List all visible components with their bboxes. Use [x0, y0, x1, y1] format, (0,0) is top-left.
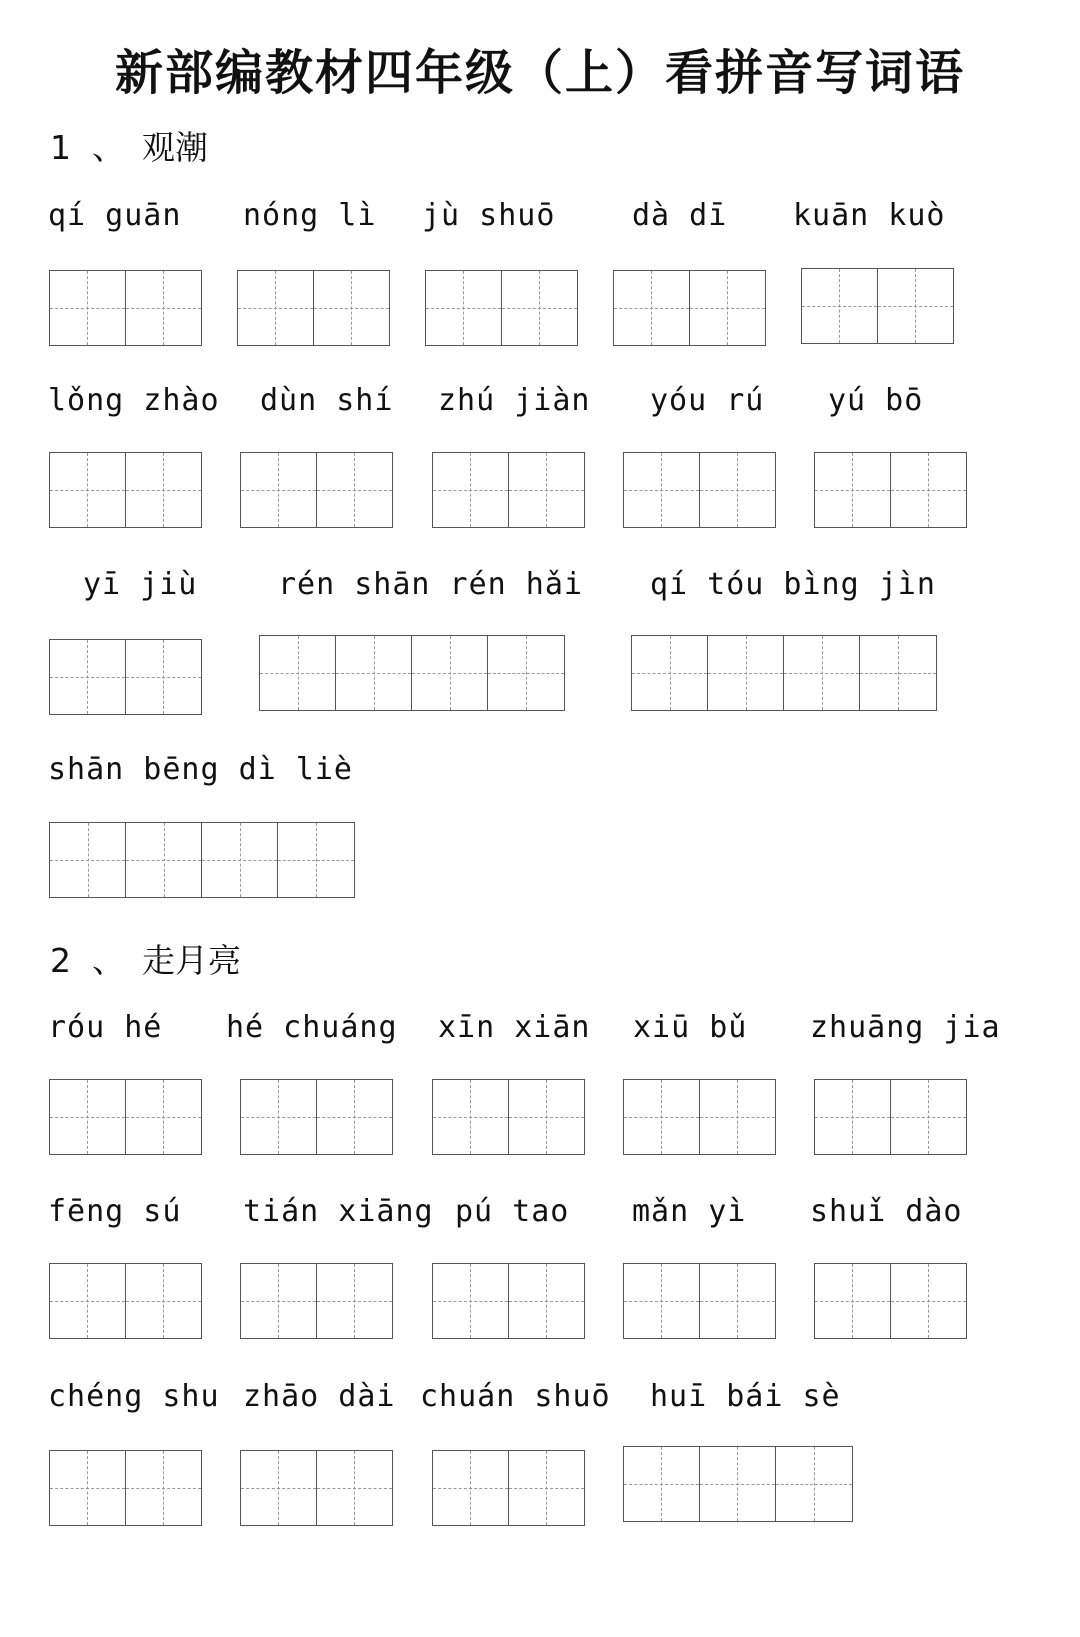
pinyin-prompt: jù shuō — [422, 198, 556, 233]
tianzige-cell[interactable] — [802, 269, 878, 343]
answer-grid[interactable] — [631, 635, 937, 711]
tianzige-cell[interactable] — [241, 1264, 317, 1338]
tianzige-cell[interactable] — [433, 1451, 509, 1525]
tianzige-cell[interactable] — [614, 271, 690, 345]
guide-line-horizontal — [802, 306, 877, 307]
tianzige-cell[interactable] — [241, 453, 317, 527]
tianzige-cell[interactable] — [502, 271, 578, 345]
guide-line-horizontal — [412, 673, 487, 674]
tianzige-cell[interactable] — [241, 1080, 317, 1154]
pinyin-prompt: fēng sú — [48, 1194, 182, 1229]
tianzige-cell[interactable] — [700, 1447, 776, 1521]
guide-line-horizontal — [624, 1484, 699, 1485]
tianzige-cell[interactable] — [860, 636, 936, 710]
answer-grid[interactable] — [613, 270, 766, 346]
guide-line-horizontal — [624, 1301, 699, 1302]
guide-line-horizontal — [314, 308, 390, 309]
tianzige-cell[interactable] — [317, 1451, 393, 1525]
guide-line-horizontal — [50, 860, 125, 861]
guide-line-horizontal — [126, 1488, 202, 1489]
pinyin-prompt: zhuāng jia — [810, 1010, 1001, 1045]
answer-grid[interactable] — [432, 452, 585, 528]
guide-line-horizontal — [278, 860, 354, 861]
pinyin-prompt: hé chuáng — [226, 1010, 398, 1045]
guide-line-horizontal — [50, 1488, 125, 1489]
answer-grid[interactable] — [623, 1263, 776, 1339]
tianzige-cell[interactable] — [624, 1264, 700, 1338]
guide-line-horizontal — [708, 673, 783, 674]
answer-grid[interactable] — [623, 1079, 776, 1155]
answer-grid[interactable] — [49, 1079, 202, 1155]
guide-line-horizontal — [202, 860, 277, 861]
tianzige-cell[interactable] — [815, 1080, 891, 1154]
pinyin-prompt: dà dī — [632, 198, 728, 233]
answer-grid[interactable] — [432, 1263, 585, 1339]
guide-line-horizontal — [700, 1301, 776, 1302]
guide-line-horizontal — [126, 490, 202, 491]
section-heading — [50, 935, 241, 982]
tianzige-cell[interactable] — [891, 1264, 967, 1338]
answer-grid[interactable] — [49, 452, 202, 528]
guide-line-horizontal — [260, 673, 335, 674]
section-name: 观潮 — [142, 128, 208, 167]
answer-grid[interactable] — [814, 452, 967, 528]
answer-grid[interactable] — [425, 270, 578, 346]
guide-line-horizontal — [632, 673, 707, 674]
guide-line-horizontal — [50, 1301, 125, 1302]
pinyin-prompt: shān bēng dì liè — [48, 752, 353, 787]
tianzige-cell[interactable] — [509, 1451, 585, 1525]
section-separator: 、 — [92, 941, 125, 980]
tianzige-cell[interactable] — [488, 636, 564, 710]
guide-line-horizontal — [317, 1117, 393, 1118]
guide-line-horizontal — [624, 1117, 699, 1118]
section-separator: 、 — [92, 128, 125, 167]
tianzige-cell[interactable] — [238, 271, 314, 345]
guide-line-horizontal — [336, 673, 411, 674]
pinyin-prompt: xīn xiān — [438, 1010, 591, 1045]
tianzige-cell[interactable] — [891, 453, 967, 527]
tianzige-cell[interactable] — [50, 1264, 126, 1338]
pinyin-prompt: chéng shu — [48, 1379, 220, 1414]
tianzige-cell[interactable] — [50, 640, 126, 714]
section-name: 走月亮 — [142, 941, 241, 980]
guide-line-horizontal — [614, 308, 689, 309]
pinyin-prompt: róu hé — [48, 1010, 163, 1045]
answer-grid[interactable] — [240, 1079, 393, 1155]
pinyin-prompt: kuān kuò — [793, 198, 946, 233]
worksheet-title: 新部编教材四年级（上）看拼音写词语 — [114, 45, 965, 101]
answer-grid[interactable] — [237, 270, 390, 346]
answer-grid[interactable] — [623, 1446, 853, 1522]
pinyin-prompt: lǒng zhào — [48, 383, 220, 418]
guide-line-horizontal — [700, 1484, 775, 1485]
tianzige-cell[interactable] — [433, 453, 509, 527]
guide-line-horizontal — [488, 673, 564, 674]
answer-grid[interactable] — [432, 1450, 585, 1526]
tianzige-cell[interactable] — [278, 823, 354, 897]
pinyin-prompt: yī jiù — [83, 567, 198, 602]
answer-grid[interactable] — [49, 822, 355, 898]
tianzige-cell[interactable] — [50, 453, 126, 527]
tianzige-cell[interactable] — [50, 1451, 126, 1525]
answer-grid[interactable] — [49, 1263, 202, 1339]
pinyin-prompt: nóng lì — [243, 198, 377, 233]
tianzige-cell[interactable] — [815, 1264, 891, 1338]
tianzige-cell[interactable] — [690, 271, 766, 345]
tianzige-cell[interactable] — [632, 636, 708, 710]
tianzige-cell[interactable] — [241, 1451, 317, 1525]
guide-line-horizontal — [891, 490, 967, 491]
guide-line-horizontal — [509, 1117, 585, 1118]
guide-line-horizontal — [433, 1488, 508, 1489]
pinyin-prompt: huī bái sè — [650, 1379, 841, 1414]
answer-grid[interactable] — [432, 1079, 585, 1155]
pinyin-prompt: rén shān rén hǎi — [278, 567, 583, 602]
answer-grid[interactable] — [240, 452, 393, 528]
tianzige-cell[interactable] — [126, 640, 202, 714]
pinyin-prompt: qí guān — [48, 198, 182, 233]
answer-grid[interactable] — [49, 639, 202, 715]
tianzige-cell[interactable] — [317, 1080, 393, 1154]
pinyin-prompt: shuǐ dào — [810, 1194, 963, 1229]
guide-line-horizontal — [126, 308, 202, 309]
guide-line-horizontal — [509, 1301, 585, 1302]
tianzige-cell[interactable] — [433, 1080, 509, 1154]
guide-line-horizontal — [50, 308, 125, 309]
answer-grid[interactable] — [240, 1450, 393, 1526]
answer-grid[interactable] — [259, 635, 565, 711]
pinyin-prompt: yóu rú — [650, 383, 765, 418]
tianzige-cell[interactable] — [317, 1264, 393, 1338]
guide-line-horizontal — [502, 308, 578, 309]
pinyin-prompt: zhāo dài — [243, 1379, 396, 1414]
tianzige-cell[interactable] — [314, 271, 390, 345]
guide-line-horizontal — [815, 1117, 890, 1118]
answer-grid[interactable] — [623, 452, 776, 528]
tianzige-cell[interactable] — [878, 269, 954, 343]
guide-line-horizontal — [690, 308, 766, 309]
guide-line-horizontal — [433, 1301, 508, 1302]
answer-grid[interactable] — [814, 1079, 967, 1155]
guide-line-horizontal — [426, 308, 501, 309]
pinyin-prompt: xiū bǔ — [633, 1010, 748, 1045]
guide-line-horizontal — [700, 1117, 776, 1118]
tianzige-cell[interactable] — [412, 636, 488, 710]
tianzige-cell[interactable] — [336, 636, 412, 710]
tianzige-cell[interactable] — [126, 453, 202, 527]
guide-line-horizontal — [50, 677, 125, 678]
guide-line-horizontal — [700, 490, 776, 491]
answer-grid[interactable] — [49, 1450, 202, 1526]
pinyin-prompt: qí tóu bìng jìn — [650, 567, 936, 602]
pinyin-prompt: mǎn yì — [632, 1194, 747, 1229]
guide-line-horizontal — [238, 308, 313, 309]
pinyin-prompt: tián xiāng — [243, 1194, 434, 1229]
guide-line-horizontal — [126, 1117, 202, 1118]
guide-line-horizontal — [241, 1117, 316, 1118]
section-number: 2 — [50, 941, 71, 980]
tianzige-cell[interactable] — [700, 1264, 776, 1338]
tianzige-cell[interactable] — [815, 453, 891, 527]
section-heading — [50, 122, 208, 169]
guide-line-horizontal — [433, 1117, 508, 1118]
tianzige-cell[interactable] — [202, 823, 278, 897]
tianzige-cell[interactable] — [509, 1080, 585, 1154]
tianzige-cell[interactable] — [126, 1264, 202, 1338]
tianzige-cell[interactable] — [624, 453, 700, 527]
tianzige-cell[interactable] — [50, 823, 126, 897]
guide-line-horizontal — [317, 1301, 393, 1302]
tianzige-cell[interactable] — [126, 271, 202, 345]
guide-line-horizontal — [784, 673, 859, 674]
guide-line-horizontal — [815, 490, 890, 491]
tianzige-cell[interactable] — [784, 636, 860, 710]
tianzige-cell[interactable] — [509, 1264, 585, 1338]
answer-grid[interactable] — [801, 268, 954, 344]
tianzige-cell[interactable] — [50, 1080, 126, 1154]
tianzige-cell[interactable] — [708, 636, 784, 710]
tianzige-cell[interactable] — [126, 1080, 202, 1154]
tianzige-cell[interactable] — [126, 1451, 202, 1525]
guide-line-horizontal — [509, 490, 585, 491]
guide-line-horizontal — [317, 490, 393, 491]
tianzige-cell[interactable] — [509, 453, 585, 527]
guide-line-horizontal — [317, 1488, 393, 1489]
guide-line-horizontal — [815, 1301, 890, 1302]
guide-line-horizontal — [50, 1117, 125, 1118]
tianzige-cell[interactable] — [700, 453, 776, 527]
guide-line-horizontal — [126, 677, 202, 678]
guide-line-horizontal — [50, 490, 125, 491]
tianzige-cell[interactable] — [433, 1264, 509, 1338]
guide-line-horizontal — [776, 1484, 852, 1485]
answer-grid[interactable] — [814, 1263, 967, 1339]
guide-line-horizontal — [241, 490, 316, 491]
pinyin-prompt: chuán shuō — [420, 1379, 611, 1414]
pinyin-prompt: yú bō — [828, 383, 924, 418]
tianzige-cell[interactable] — [426, 271, 502, 345]
guide-line-horizontal — [241, 1301, 316, 1302]
guide-line-horizontal — [860, 673, 936, 674]
tianzige-cell[interactable] — [126, 823, 202, 897]
guide-line-horizontal — [241, 1488, 316, 1489]
guide-line-horizontal — [878, 306, 954, 307]
tianzige-cell[interactable] — [624, 1080, 700, 1154]
guide-line-horizontal — [891, 1301, 967, 1302]
tianzige-cell[interactable] — [776, 1447, 852, 1521]
guide-line-horizontal — [624, 490, 699, 491]
guide-line-horizontal — [433, 490, 508, 491]
pinyin-prompt: pú tao — [455, 1194, 570, 1229]
tianzige-cell[interactable] — [891, 1080, 967, 1154]
guide-line-horizontal — [891, 1117, 967, 1118]
tianzige-cell[interactable] — [700, 1080, 776, 1154]
pinyin-prompt: dùn shí — [260, 383, 394, 418]
answer-grid[interactable] — [49, 270, 202, 346]
tianzige-cell[interactable] — [260, 636, 336, 710]
tianzige-cell[interactable] — [624, 1447, 700, 1521]
guide-line-horizontal — [126, 860, 201, 861]
pinyin-prompt: zhú jiàn — [438, 383, 591, 418]
tianzige-cell[interactable] — [50, 271, 126, 345]
answer-grid[interactable] — [240, 1263, 393, 1339]
tianzige-cell[interactable] — [317, 453, 393, 527]
section-number: 1 — [50, 128, 71, 167]
guide-line-horizontal — [126, 1301, 202, 1302]
guide-line-horizontal — [509, 1488, 585, 1489]
